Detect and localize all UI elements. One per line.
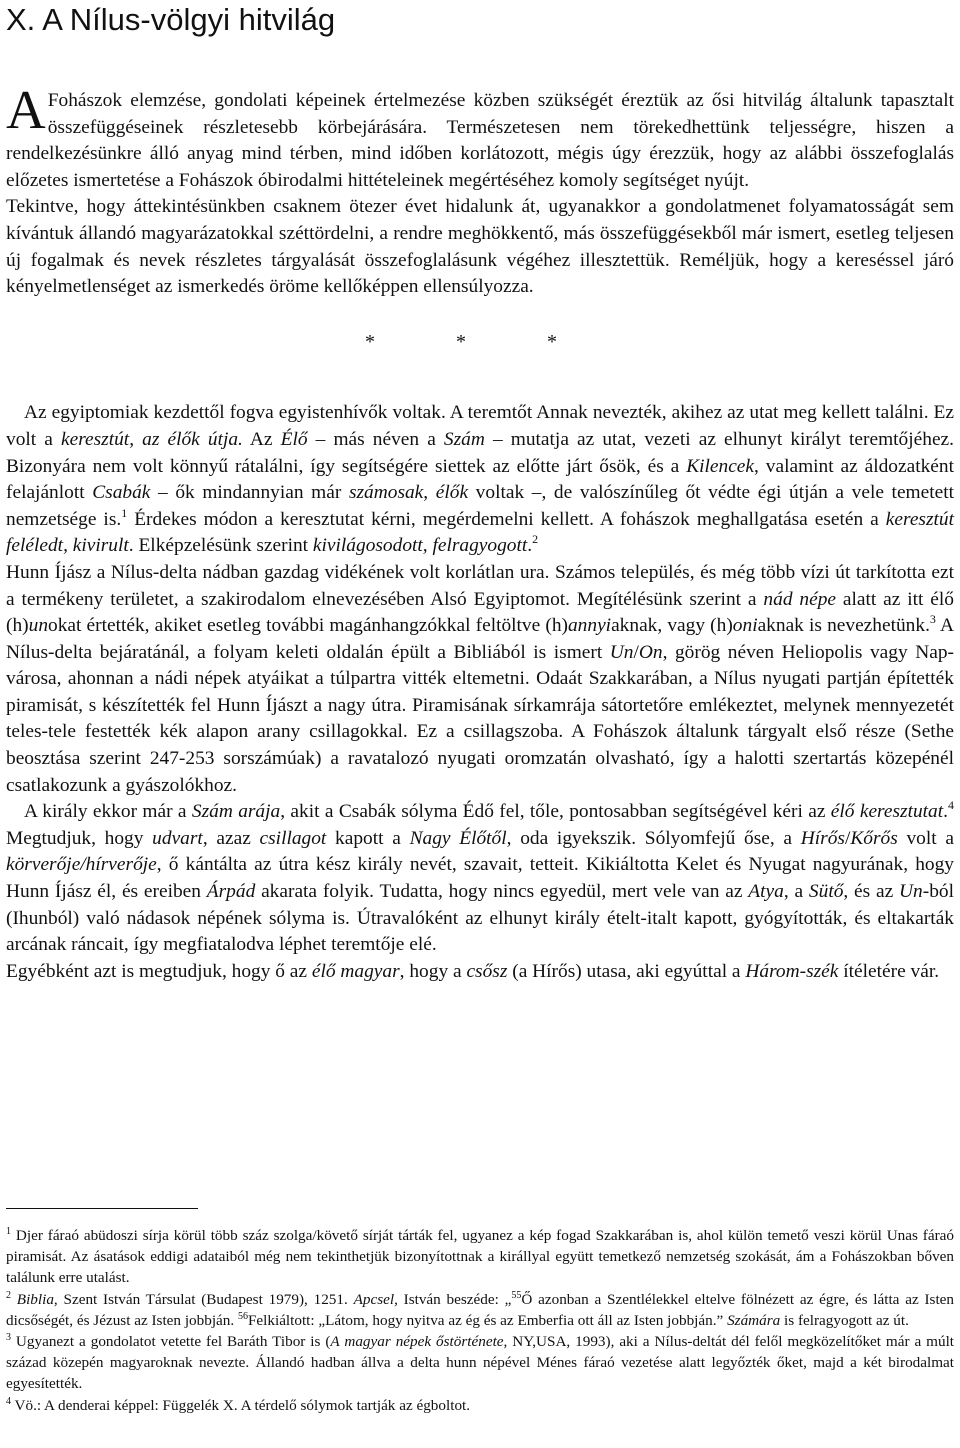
dropcap-letter: A [6,79,46,140]
footnote-ref-4[interactable]: 4 [948,798,954,813]
footnote-ref-3[interactable]: 3 [929,612,936,627]
intro-paragraph: A Fohászok elemzése, gondolati képeinek értelmezése közben szükségét éreztük az ősi hitvilág általunk tapasztalt összefüggéseinek részletesebb körbejárására. Természetesen nem törekedhettünk teljességre, hiszen a rendelkezésünkre álló anyag mind térben, mind időben korlátozott, mégis úgy érezzük, hogy az alábbi összefoglalás előzetes ismertetése a Fohászok óbirodalmi hittételeinek megértéséhez komoly segítséget nyújt. [6,79,954,191]
paragraph-1: Az egyiptomiak kezdettől fogva egyistenhívők voltak. A teremtőt Annak nevezték, akihez az utat meg kellett találni. Ez volt a keresztút, az élők útja. Az Élő – más néven a Szám – mutatja az utat, vezeti az elhunyt királyt teremtőjéhez. Bizonyára nem volt könnyű rátalálni, így segítségére siettek az előtte járt ősök, és a Kilencek, valamint az áldozatként felajánlott Csabák – ők mindannyian már számosak, élők voltak –, de valószínűleg őt védte égi útján a vele temetett nemzetsége is.$^1$ Érdekes módon a keresztutat kérni, megérdemelni kellett. A fohászok meghallgatása esetén a keresztút feléledt, kivirult. Elképzelésünk szerint kivilágosodott, felragyogott.$^2$ [6,402,955,557]
intro-paragraph-2: Tekintve, hogy áttekintésünkben csaknem ötezer évet hidalunk át, ugyanakkor a gondolatmenet folyamatosságát sem kívántuk állandó magyarázatokkal széttördelni, a rendre meghökkentő, más összefüggésekből már ismert, esetleg teljesen új fogalmak és nevek részletes tárgyalását összefoglalásunk végéhez illesztettük. Reméljük, hogy a kereséssel járó kényelmetlenséget az ismerkedés öröme kellőképpen ellensúlyozza. [6,196,954,298]
main-text [6,79,955,985]
paragraph-4: Egyébként azt is megtudjuk, hogy ő az élő magyar, hogy a csősz (a Hírős) utasa, aki egyúttal a Három-szék ítéletére vár. [6,960,940,982]
footnote-1: $^1$ Djer fáraó abüdoszi sírja körül több száz szolga/követő sírját tárták fel, ugyanez a kép fogad Szakkarában is, ahol külön temető veszi körül Unas fáraó piramisát. Az ásatások eddigi adataiból még nem tekinthetjük bizonyítottnak a királlyal együtt temetkező nemzetség szokását, ám a Fohászokban bőven találunk erre utalást. [6,1226,954,1287]
footnotes [6,1225,954,1416]
paragraph-2: Hunn Íjász a Nílus-delta nádban gazdag vidékének volt korlátlan ura. Számos település, és még több vízi út tarkította ezt a termékeny területet, a szakirodalom elnevezésében Alsó Egyiptomot. Megítélésünk szerint a nád népe alatt az itt élő (h)unokat értették, akiket esetleg további magánhangzókkal feltöltve (h)annyiaknak, vagy (h)oniaknak is nevezhetünk.$^3$ A Nílus-delta bejáratánál, a folyam keleti oldalán épült a Bibliából is ismert Un/On, görög néven Heliopolis vagy Nap-városa, ahonnan a nádi népek atyáikat a túlpartra vitték eltemetni. Odaát Szakkarában, a Nílus nyugati partján építették piramisát, s készítették fel Hunn Íjászt a nagy útra. Piramisának sírkamrája sátortetőre emlékeztet, melynek mennyezetét teles-tele festették kék alapon arany csillagokkal. Ez a csillagszoba. A Fohászok általunk tárgyalt első része (Sethe beosztása szerint 247-253 sorszámúak) a ravatalozó nyugati oromzatán olvasható, így a halotti szertartás közepénél csatlakozunk a gyászolókhoz. [6,561,954,796]
paragraph-3: A király ekkor már a Szám arája, akit a Csabák sólyma Édő fel, tőle, pontosabban segítségével kéri az élő keresztutat.$^4$ Megtudjuk, hogy udvart, azaz csillagot kapott a Nagy Élőtől, oda igyekszik. Sólyomfejű őse, a Hírős/Kőrős volt a körverője/hírverője, ő kántálta az útra kész király nevét, szavait, tetteit. Kikiáltotta Kelet és Nyugat nagyurának, hogy Hunn Íjász él, és ereiben Árpád akarata folyik. Tudatta, hogy nincs egyedül, mert vele van az Atya, a Sütő, és az Un-ból (Ihunból) való nádasok népének sólyma is. Útravalóként az elhunyt király ételt-italt kapott, gyógyították, és eltakarták arcának ráncait, így megfiatalodva léphet teremtője elé. [6,798,954,956]
footnote-ref-2[interactable]: 2 [532,532,539,547]
footnote-2: $^2$ Biblia, Szent István Társulat (Budapest 1979), 1251. Apcsel, István beszéde: „$^{55}$Ő azonban a Szentlélekkel eltelve fölnézett az égre, és látta az Isten dicsőségét, és Jézust az Isten jobbján. $^{56}$Felkiáltott: „Látom, hogy nyitva az ég és az Emberfia ott áll az Isten jobbján.” Számára is felragyogott az út. [6,1289,954,1329]
footnote-4: $^4$ Vö.: A denderai képpel: Függelék X. A térdelő sólymok tartják az égboltot. [6,1395,471,1414]
section-separator: * * * [365,330,595,353]
footnote-divider [6,1208,198,1209]
footnote-3: $^3$ Ugyanezt a gondolatot vetette fel Baráth Tibor is (A magyar népek őstörténete, NY,USA, 1993), aki a Nílus-deltát dél felől megközelítőket már a múlt század közepén magyaroknak nevezte. Állandó hadban állva a delta hunn népével Ménes fáraó vezetése alatt legyőzték őket, majd a két birodalmat egyesítették. [6,1332,955,1393]
page-title: X. A Nílus-völgyi hitvilág [6,2,336,37]
footnote-ref-1[interactable]: 1 [121,505,128,520]
